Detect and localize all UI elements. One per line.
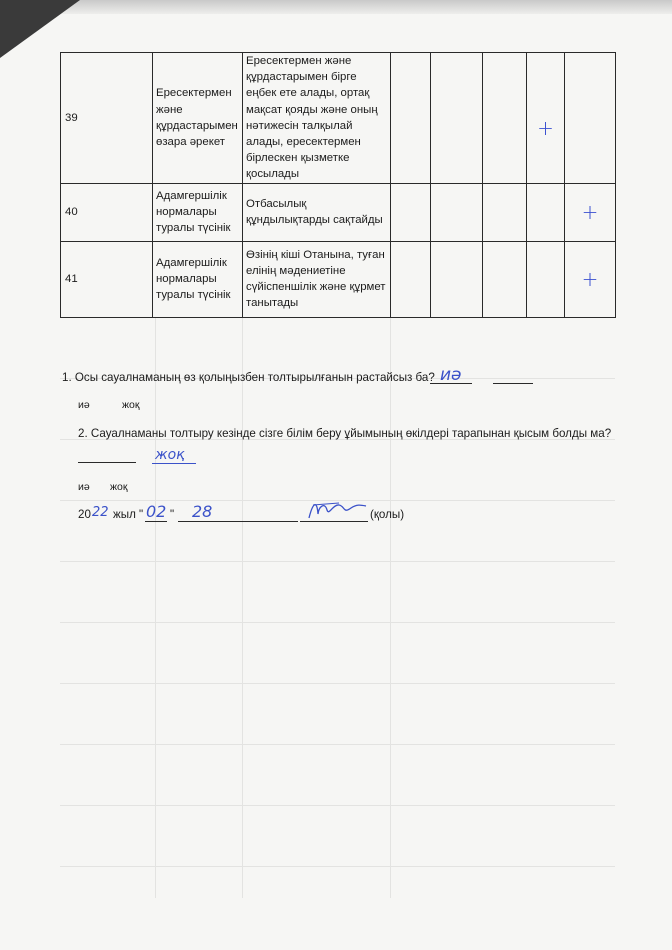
month-open-quote: " [139, 508, 144, 521]
answer-1-yes-line [430, 383, 472, 384]
year-handwritten: 22 [92, 505, 109, 520]
check-mark: + [527, 53, 565, 184]
signature-label: (қолы) [370, 508, 405, 521]
row-number: 39 [61, 53, 153, 184]
row-indicator: Отбасылық құндылықтарды сақтайды [243, 183, 391, 241]
row-indicator: Ересектермен және құрдастарымен бірге еңбек ете алады, ортақ мақсат қояды және оның нәтижесін талқылай алады, ересектермен бірлескен қызметке қосылады [243, 53, 391, 184]
signature-line [300, 521, 368, 522]
month-line [145, 521, 167, 522]
answer-1-handwritten: иә [440, 365, 462, 385]
rating-cell [527, 183, 565, 241]
answer-2-underline [152, 463, 196, 464]
rating-cell [483, 241, 527, 317]
table-row [61, 241, 616, 317]
answer-2-handwritten: жоқ [155, 447, 185, 463]
answer-1-yes-label: иә [78, 399, 90, 411]
page-top-edge [0, 0, 672, 14]
rating-cell [391, 183, 431, 241]
check-mark: + [565, 241, 616, 317]
show-through-bleed [60, 318, 615, 898]
rating-cell [431, 53, 483, 184]
rating-cell [527, 241, 565, 317]
check-mark: + [565, 183, 616, 241]
rating-cell [483, 183, 527, 241]
day-line [178, 521, 298, 522]
row-area: Адамгершілік нормалары туралы түсінік [153, 241, 243, 317]
survey-table [60, 52, 616, 318]
folded-corner [0, 0, 80, 58]
answer-1-no-label: жоқ [122, 399, 140, 411]
rating-cell [391, 53, 431, 184]
rating-cell [565, 53, 616, 184]
answer-2-no-label: жоқ [110, 481, 128, 493]
row-number: 40 [61, 183, 153, 241]
row-area: Ересектермен және құрдастарымен өзара әрекет [153, 53, 243, 184]
answer-2-yes-label: иә [78, 481, 90, 493]
month-handwritten: 02 [146, 502, 167, 521]
signature-scribble [303, 496, 373, 524]
row-number: 41 [61, 241, 153, 317]
rating-cell [431, 241, 483, 317]
month-close-quote: " [170, 508, 175, 521]
table-row [61, 183, 616, 241]
rating-cell [483, 53, 527, 184]
row-indicator: Өзінің кіші Отанына, туған елінің мәдениетіне сүйіспеншілік және құрмет танытады [243, 241, 391, 317]
question-1: 1. Осы сауалнаманың өз қолыңызбен толтырылғанын растайсыз ба? [62, 371, 435, 384]
row-area: Адамгершілік нормалары туралы түсінік [153, 183, 243, 241]
answer-2-yes-line [78, 462, 136, 463]
rating-cell [431, 183, 483, 241]
rating-cell [391, 241, 431, 317]
year-word: жыл [113, 508, 136, 521]
answer-1-no-line [493, 383, 533, 384]
table-row [61, 53, 616, 184]
day-handwritten: 28 [192, 502, 213, 521]
question-2: 2. Сауалнаманы толтыру кезінде сізге білім беру ұйымының өкілдері тарапынан қысым болды ма? [78, 427, 612, 440]
year-prefix: 20 [78, 508, 91, 521]
